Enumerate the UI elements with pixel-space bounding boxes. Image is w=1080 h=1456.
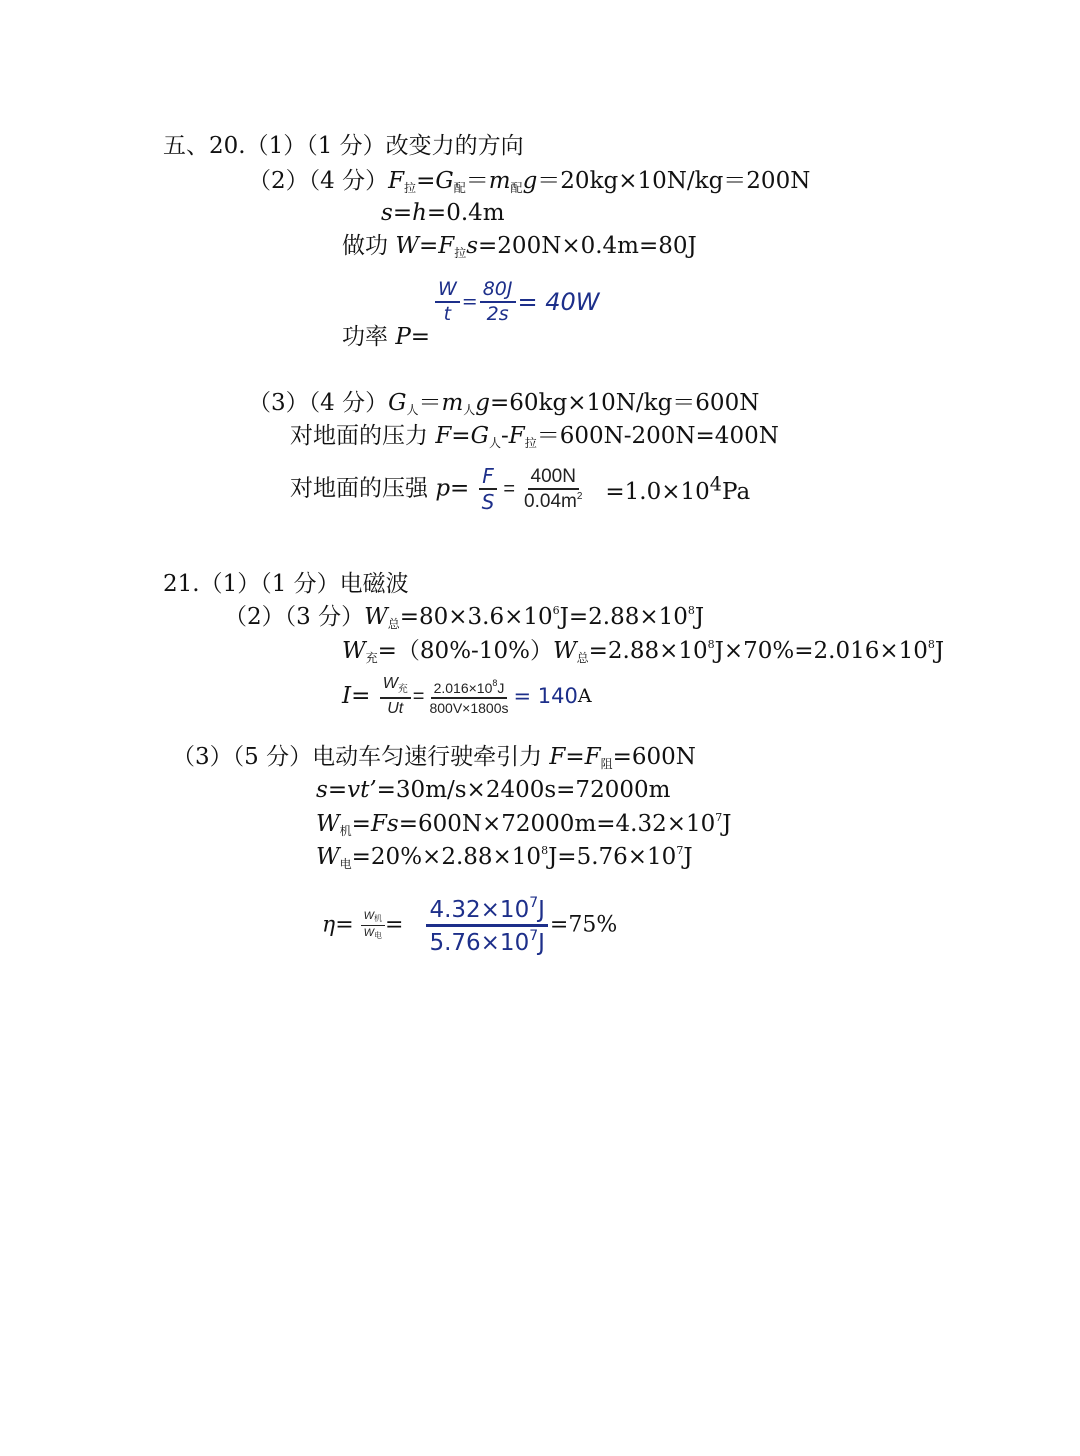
math-token: J=5.76×10 <box>548 844 677 870</box>
math-token: =600N <box>612 744 696 770</box>
math-token: = <box>451 423 471 449</box>
math-token: p <box>435 475 451 502</box>
math-token: P <box>395 324 411 350</box>
math-token: 五、20.（1）（1 分）改变力的方向 <box>163 133 524 159</box>
math-token: 7 <box>529 928 539 944</box>
math-token: 7 <box>676 844 684 857</box>
q20-p3-line1 <box>248 392 759 416</box>
math-token: J <box>722 811 732 837</box>
math-token: 8 <box>927 638 935 651</box>
math-token: 做功 <box>342 233 396 259</box>
q21-p2-line2 <box>342 639 944 664</box>
math-token: = 140 <box>513 684 578 709</box>
q20-p3-pressure-force <box>290 425 779 449</box>
math-token: m <box>441 390 464 416</box>
math-token: 拉 <box>524 436 537 450</box>
math-token: 总 <box>576 651 589 665</box>
math-token: 2 <box>576 491 583 502</box>
math-token: 阻 <box>600 757 613 771</box>
math-token: 5.76×10 <box>429 930 530 956</box>
q21-p3-line1 <box>172 746 696 770</box>
math-token: m <box>488 168 511 194</box>
math-token: 人 <box>463 403 476 417</box>
math-token: = <box>412 685 425 708</box>
math-token: ＝ <box>418 390 442 416</box>
math-token: = <box>385 912 404 938</box>
math-token: - <box>500 423 509 449</box>
math-token: = <box>450 475 470 502</box>
q20-p3-pressure <box>290 466 750 512</box>
math-token: J <box>694 604 705 630</box>
math-token: = <box>410 324 431 350</box>
math-token: G <box>435 168 454 194</box>
math-token: =0.4m <box>426 200 505 226</box>
math-token: = <box>461 290 478 313</box>
math-token: 拉 <box>454 246 467 260</box>
math-token: = <box>392 200 413 226</box>
math-token: 7 <box>715 811 723 824</box>
math-token: h <box>412 200 427 226</box>
math-token: （2）（4 分） <box>248 168 389 194</box>
math-token: =20%×2.88×10 <box>351 844 542 870</box>
math-token: 充 <box>365 651 378 665</box>
math-token: = 40W <box>517 288 600 316</box>
math-token: （2）（3 分） <box>224 604 365 630</box>
math-token: 4 <box>709 472 722 496</box>
math-token: =30m/s×2400s=72000m <box>376 777 671 803</box>
math-token: = <box>416 168 436 194</box>
math-token: = <box>565 744 585 770</box>
math-token: 2.016×10 <box>433 679 493 696</box>
math-token: W <box>316 844 340 870</box>
math-token: J=2.88×10 <box>559 604 688 630</box>
math-token: ＝600N-200N=400N <box>536 423 779 449</box>
math-token: 8 <box>492 677 498 688</box>
math-token: （3）（5 分） <box>172 744 313 770</box>
math-token: F <box>388 168 405 194</box>
math-token: = <box>351 811 371 837</box>
math-token: g <box>475 390 491 416</box>
math-token: 4.32×10 <box>429 897 530 923</box>
math-token: Ut <box>387 700 404 718</box>
math-token: J <box>538 930 545 956</box>
math-token: 人 <box>406 403 419 417</box>
math-token: W <box>363 910 375 922</box>
math-token: =（80%-10%） <box>377 638 553 664</box>
math-token: =80×3.6×10 <box>399 604 553 630</box>
math-token: s <box>381 200 393 226</box>
math-token: 0.04m <box>524 491 577 512</box>
math-token: g <box>522 168 538 194</box>
math-token: 机 <box>339 824 352 838</box>
math-token: Fs <box>370 811 399 837</box>
math-token: Pa <box>722 478 751 505</box>
math-token: 80J <box>482 278 513 300</box>
math-token: 8 <box>687 604 695 617</box>
math-token: =75% <box>549 912 618 938</box>
math-token: S <box>481 490 495 514</box>
q20-p2-line1 <box>248 170 810 194</box>
math-token: 对地面的压力 <box>290 423 436 449</box>
math-token: J <box>683 844 693 870</box>
math-token: J <box>934 638 945 664</box>
math-token: = <box>351 683 371 710</box>
math-token: s <box>316 777 328 803</box>
math-token: J×70%=2.016×10 <box>714 638 928 664</box>
math-token: 人 <box>488 436 501 450</box>
math-token: 800V×1800s <box>429 699 509 716</box>
math-token: 8 <box>707 638 715 651</box>
math-token: G <box>470 423 489 449</box>
q20-p2-line2 <box>381 202 505 225</box>
math-token: W <box>363 927 375 939</box>
math-token: 7 <box>529 895 539 911</box>
math-token: （3）（4 分） <box>248 390 389 416</box>
math-token: W <box>395 233 419 259</box>
efficiency-equation <box>322 896 617 955</box>
math-token: F <box>508 423 525 449</box>
math-token: =600N×72000m=4.32×10 <box>398 811 716 837</box>
math-token: 功率 <box>342 324 396 350</box>
q21-p3-line3 <box>316 812 732 837</box>
math-token: 电 <box>339 857 352 871</box>
math-token: 电 <box>374 931 383 940</box>
current-equation <box>342 676 592 717</box>
math-token: = <box>503 478 516 500</box>
math-token: F <box>549 744 566 770</box>
math-token: F <box>435 423 452 449</box>
math-token: η <box>322 912 336 938</box>
math-token: 充 <box>397 684 408 696</box>
math-token: F <box>482 464 494 488</box>
q20-p2-power-label <box>342 326 430 349</box>
math-token: 2s <box>486 303 509 325</box>
math-token: W <box>552 638 577 664</box>
math-token: 对地面的压强 <box>290 475 436 502</box>
math-token: F <box>438 233 455 259</box>
math-token: =200N×0.4m=80J <box>478 233 697 259</box>
math-token: W <box>316 811 340 837</box>
q21-header <box>163 573 409 596</box>
math-token: =1.0×10 <box>605 478 710 505</box>
math-token: 配 <box>453 181 466 195</box>
math-token: t <box>443 303 452 325</box>
math-token: W <box>438 278 457 300</box>
math-token: W <box>342 638 366 664</box>
math-token: 8 <box>541 844 549 857</box>
math-token: 400N <box>528 467 579 490</box>
q20-p2-work <box>342 235 697 259</box>
math-token: A <box>577 685 592 708</box>
math-token: 21.（1）（1 分）电磁波 <box>163 571 409 597</box>
math-token: vt’ <box>347 777 377 803</box>
math-token: 总 <box>387 617 400 631</box>
math-token: 6 <box>552 604 560 617</box>
math-token: F <box>584 744 601 770</box>
math-token: ＝ <box>465 168 489 194</box>
math-token: =60kg×10N/kg＝600N <box>490 390 760 416</box>
math-token: J <box>538 897 545 923</box>
math-token: I <box>342 683 352 710</box>
q21-p2-line1 <box>224 605 704 630</box>
math-token: G <box>388 390 407 416</box>
math-token: 电动车匀速行驶牵引力 <box>312 744 550 770</box>
math-token: 配 <box>510 181 523 195</box>
math-token: ＝20kg×10N/kg＝200N <box>537 168 811 194</box>
q20-header <box>163 135 524 158</box>
math-token: W <box>364 604 388 630</box>
math-token: J <box>497 679 505 696</box>
math-token: = <box>418 233 439 259</box>
math-token: W <box>382 675 398 692</box>
math-token: = <box>335 912 354 938</box>
math-token: =2.88×10 <box>588 638 708 664</box>
power-fraction <box>433 280 600 324</box>
math-token: s <box>466 233 479 259</box>
math-token: 机 <box>374 914 383 923</box>
math-token: 拉 <box>404 181 417 195</box>
math-token: = <box>327 777 348 803</box>
q21-p3-line4 <box>316 845 693 870</box>
q21-p3-line2 <box>316 779 670 802</box>
